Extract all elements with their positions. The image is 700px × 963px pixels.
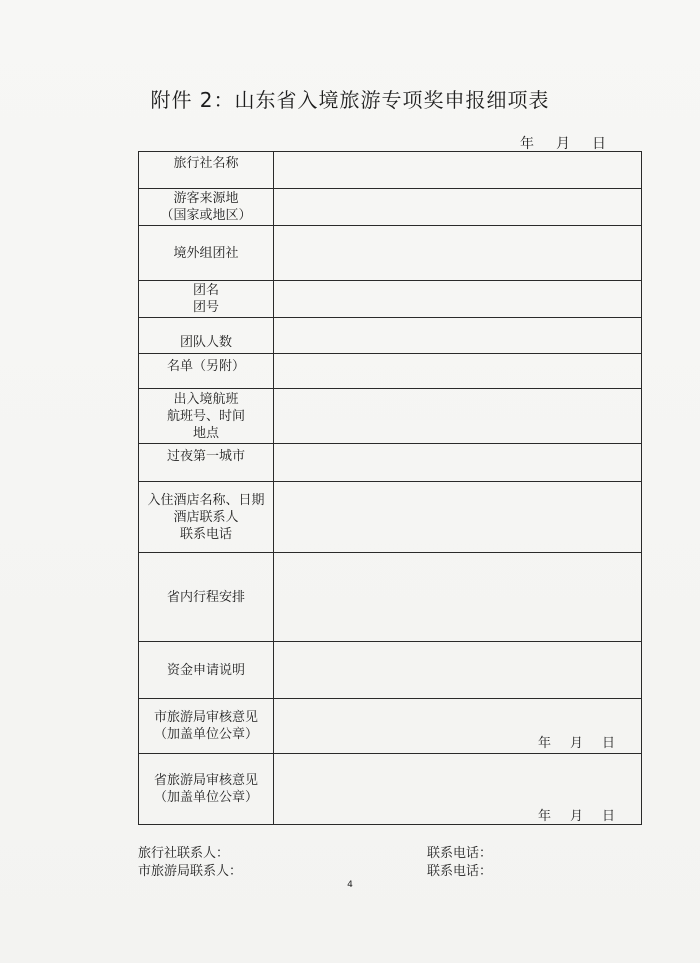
row-label-text: 省旅游局审核意见 （加盖单位公章）: [153, 773, 258, 805]
row-value-field[interactable]: [274, 226, 642, 281]
header-date-day: 日: [592, 136, 606, 152]
table-row: [139, 444, 642, 482]
row-label-source-country: [139, 189, 274, 226]
row-label-text: 市旅游局审核意见 （加盖单位公章）: [153, 710, 258, 742]
row-label-hotel-info: [139, 482, 274, 553]
row-value-field[interactable]: [274, 354, 642, 389]
row-value-field[interactable]: [274, 318, 642, 354]
row-label-text: 名单（另附）: [166, 358, 245, 374]
application-form-table: [138, 151, 642, 825]
table-row: [139, 482, 642, 553]
table-row: [139, 389, 642, 444]
row-label-group-name-number: [139, 281, 274, 318]
header-date-year: 年: [520, 136, 534, 152]
row-label-text: 团队人数: [179, 335, 232, 350]
table-row: [139, 318, 642, 354]
table-row: [139, 226, 642, 281]
city-review-date: [538, 732, 615, 751]
table-row: [139, 354, 642, 389]
row-label-name-list: [139, 354, 274, 389]
row-label-first-overnight-city: [139, 444, 274, 482]
row-value-field[interactable]: [274, 152, 642, 189]
date-year: 年: [537, 736, 551, 751]
row-label-province-bureau-review: [139, 754, 274, 825]
row-label-city-bureau-review: [139, 699, 274, 754]
row-label-funding-explanation: [139, 642, 274, 699]
date-month: 月: [569, 736, 583, 751]
row-label-text: 过夜第一城市: [166, 449, 245, 464]
bureau-contact-label: 市旅游局联系人：: [138, 864, 243, 879]
agency-contact-label: 旅行社联系人：: [138, 846, 230, 861]
table-row: [139, 281, 642, 318]
row-label-text: 省内行程安排: [166, 589, 245, 605]
table-row: [139, 699, 642, 754]
row-label-itinerary: [139, 553, 274, 642]
date-day: 日: [601, 809, 615, 824]
row-label-text: 境外组团社: [173, 245, 239, 261]
table-row: [139, 642, 642, 699]
row-value-field[interactable]: [274, 553, 642, 642]
row-value-field[interactable]: [274, 189, 642, 226]
date-day: 日: [601, 736, 615, 751]
page-title: 附件 2：山东省入境旅游专项奖申报细项表: [150, 88, 550, 112]
province-review-date: [538, 805, 615, 824]
row-label-group-size: [139, 318, 274, 354]
row-label-overseas-organizer: [139, 226, 274, 281]
phone-label-1: 联系电话：: [427, 846, 493, 861]
row-label-text: 团名 团号: [192, 283, 219, 315]
header-date: [520, 133, 606, 153]
table-row: [139, 754, 642, 825]
table-row: [139, 152, 642, 189]
row-label-text: 出入境航班 航班号、时间 地点: [166, 391, 245, 441]
row-value-field[interactable]: [274, 482, 642, 553]
date-month: 月: [569, 809, 583, 824]
phone-label-2: 联系电话：: [427, 864, 493, 879]
row-value-field[interactable]: [274, 389, 642, 444]
row-value-field[interactable]: [274, 444, 642, 482]
row-label-agency-name: [139, 152, 274, 189]
row-value-field[interactable]: [274, 754, 642, 825]
row-label-text: 资金申请说明: [166, 662, 245, 678]
table-row: [139, 189, 642, 226]
page-number: 4: [347, 880, 353, 890]
table-row: [139, 553, 642, 642]
row-label-text: 旅行社名称: [173, 155, 239, 171]
row-label-text: 游客来源地 （国家或地区）: [160, 191, 252, 223]
row-label-text: 入住酒店名称、日期 酒店联系人 联系电话: [147, 492, 265, 542]
row-label-flight-info: [139, 389, 274, 444]
row-value-field[interactable]: [274, 281, 642, 318]
row-value-field[interactable]: [274, 642, 642, 699]
row-value-field[interactable]: [274, 699, 642, 754]
header-date-month: 月: [556, 136, 570, 152]
date-year: 年: [537, 809, 551, 824]
